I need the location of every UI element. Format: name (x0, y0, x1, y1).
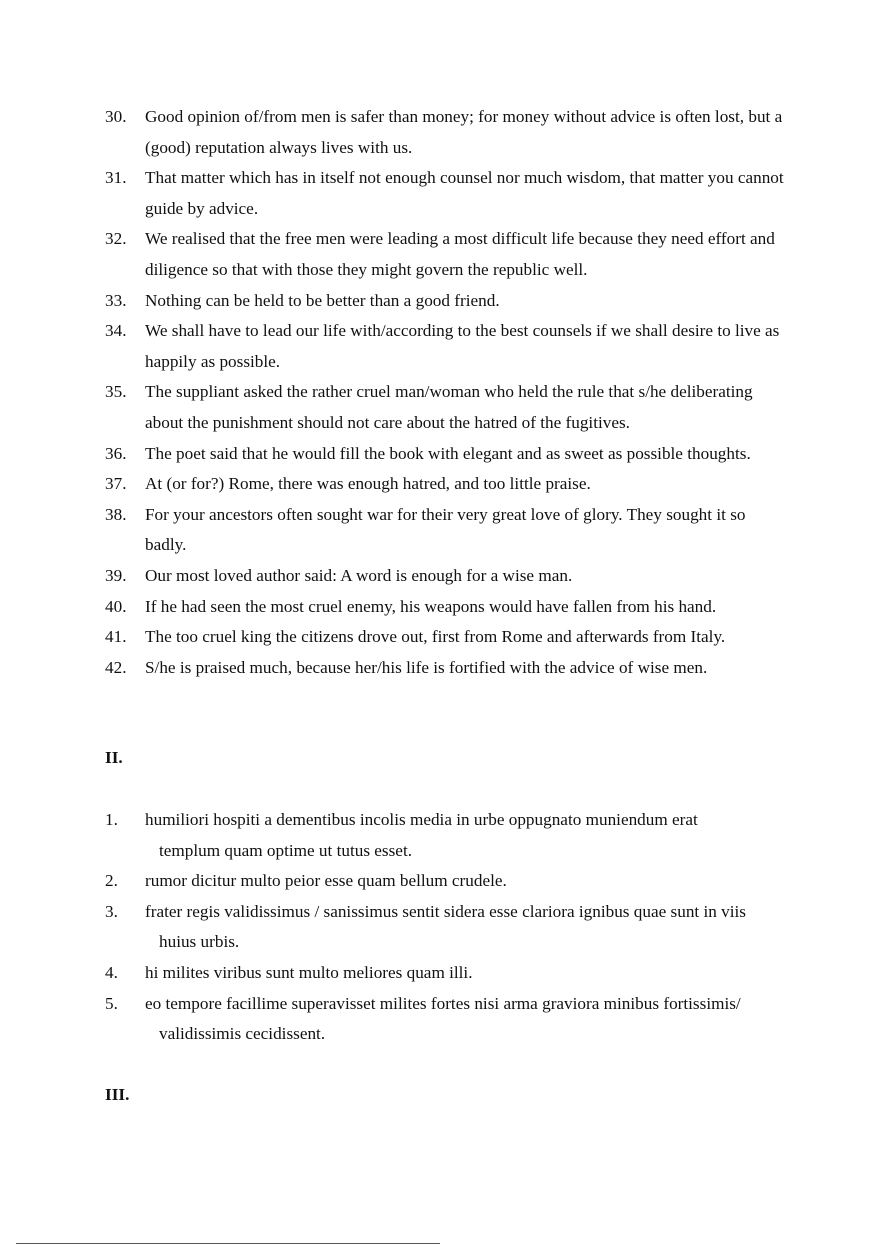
item-number: 34. (105, 321, 127, 341)
item-text: At (or for?) Rome, there was enough hatred, and too little praise. (145, 474, 591, 494)
item-text: The poet said that he would fill the book with elegant and as sweet as possible thoughts. (145, 443, 751, 463)
item-text (145, 897, 785, 958)
item-text: Nothing can be held to be better than a good friend. (145, 290, 500, 310)
list-item (105, 286, 785, 317)
item-number: 5. (105, 993, 118, 1013)
item-number: 4. (105, 962, 118, 982)
item-text: We realised that the free men were leading a most difficult life because they need effort and diligence so that with those they might govern the republic well. (145, 229, 775, 279)
item-text: For your ancestors often sought war for their very great love of glory. They sought it so badly. (145, 504, 746, 555)
item-text: The suppliant asked the rather cruel man/woman who held the rule that s/he deliberating about the punishment should not care about the hatred of the fugitives. (145, 382, 753, 432)
section-heading-ii: II. (105, 748, 123, 767)
list-item (105, 469, 785, 500)
item-line-continued: validissimis cecidissent. (159, 1024, 326, 1044)
item-number: 2. (105, 871, 118, 891)
item-text: That matter which has in itself not enough counsel nor much wisdom, that matter you cannot guide by advice. (145, 168, 784, 218)
item-text (145, 989, 785, 1050)
item-line: humiliori hospiti a dementibus incolis media in urbe oppugnato muniendum erat (145, 810, 698, 829)
list-item (105, 224, 785, 285)
item-number: 31. (105, 168, 127, 188)
list-item (105, 866, 785, 897)
list-item (105, 622, 785, 653)
section-heading-iii: III. (105, 1085, 130, 1104)
item-text: Our most loved author said: A word is enough for a wise man. (145, 565, 573, 585)
list-item (105, 561, 785, 592)
list-item (105, 805, 785, 866)
item-text: If he had seen the most cruel enemy, his weapons would have fallen from his hand. (145, 596, 717, 616)
list-item (105, 500, 785, 561)
list-item (105, 316, 785, 377)
list-item (105, 439, 785, 470)
item-text: We shall have to lead our life with/according to the best counsels if we shall desire to live as happily as possible. (145, 321, 780, 371)
item-number: 42. (105, 657, 127, 677)
item-text (145, 958, 785, 989)
item-number: 39. (105, 565, 127, 585)
list-item (105, 653, 785, 684)
item-number: 40. (105, 596, 127, 616)
item-number: 30. (105, 107, 127, 126)
item-line: eo tempore facillime superavisset milites fortes nisi arma graviora minibus fortissimis/ (145, 993, 741, 1013)
list-item (105, 958, 785, 989)
item-number: 37. (105, 474, 127, 494)
item-line: frater regis validissimus / sanissimus sentit sidera esse clariora ignibus quae sunt in viis (145, 901, 746, 921)
item-line: rumor dicitur multo peior esse quam bellum crudele. (145, 871, 507, 891)
item-number: 33. (105, 290, 127, 310)
item-number: 38. (105, 504, 127, 524)
list-item (105, 989, 785, 1050)
item-line: hi milites viribus sunt multo meliores quam illi. (145, 962, 473, 982)
item-number: 36. (105, 443, 127, 463)
item-number: 41. (105, 627, 127, 647)
item-number: 3. (105, 901, 118, 921)
list-item (105, 592, 785, 623)
item-number: 32. (105, 229, 127, 249)
list-item (105, 897, 785, 958)
list-item (105, 377, 785, 438)
item-text: The too cruel king the citizens drove out, first from Rome and afterwards from Italy. (145, 627, 726, 647)
item-number: 35. (105, 382, 127, 402)
list-item (105, 102, 785, 163)
item-text (145, 866, 785, 897)
footnote-divider (16, 1243, 440, 1244)
item-text: Good opinion of/from men is safer than money; for money without advice is often lost, but a (good) reputation always lives with us. (145, 107, 783, 157)
latin-list (105, 805, 785, 1050)
item-text (145, 805, 785, 866)
item-text: S/he is praised much, because her/his life is fortified with the advice of wise men. (145, 657, 708, 677)
item-number: 1. (105, 810, 118, 829)
list-item (105, 163, 785, 224)
translation-list (105, 102, 785, 683)
item-line-continued: templum quam optime ut tutus esset. (159, 840, 413, 860)
item-line-continued: huius urbis. (159, 932, 240, 952)
